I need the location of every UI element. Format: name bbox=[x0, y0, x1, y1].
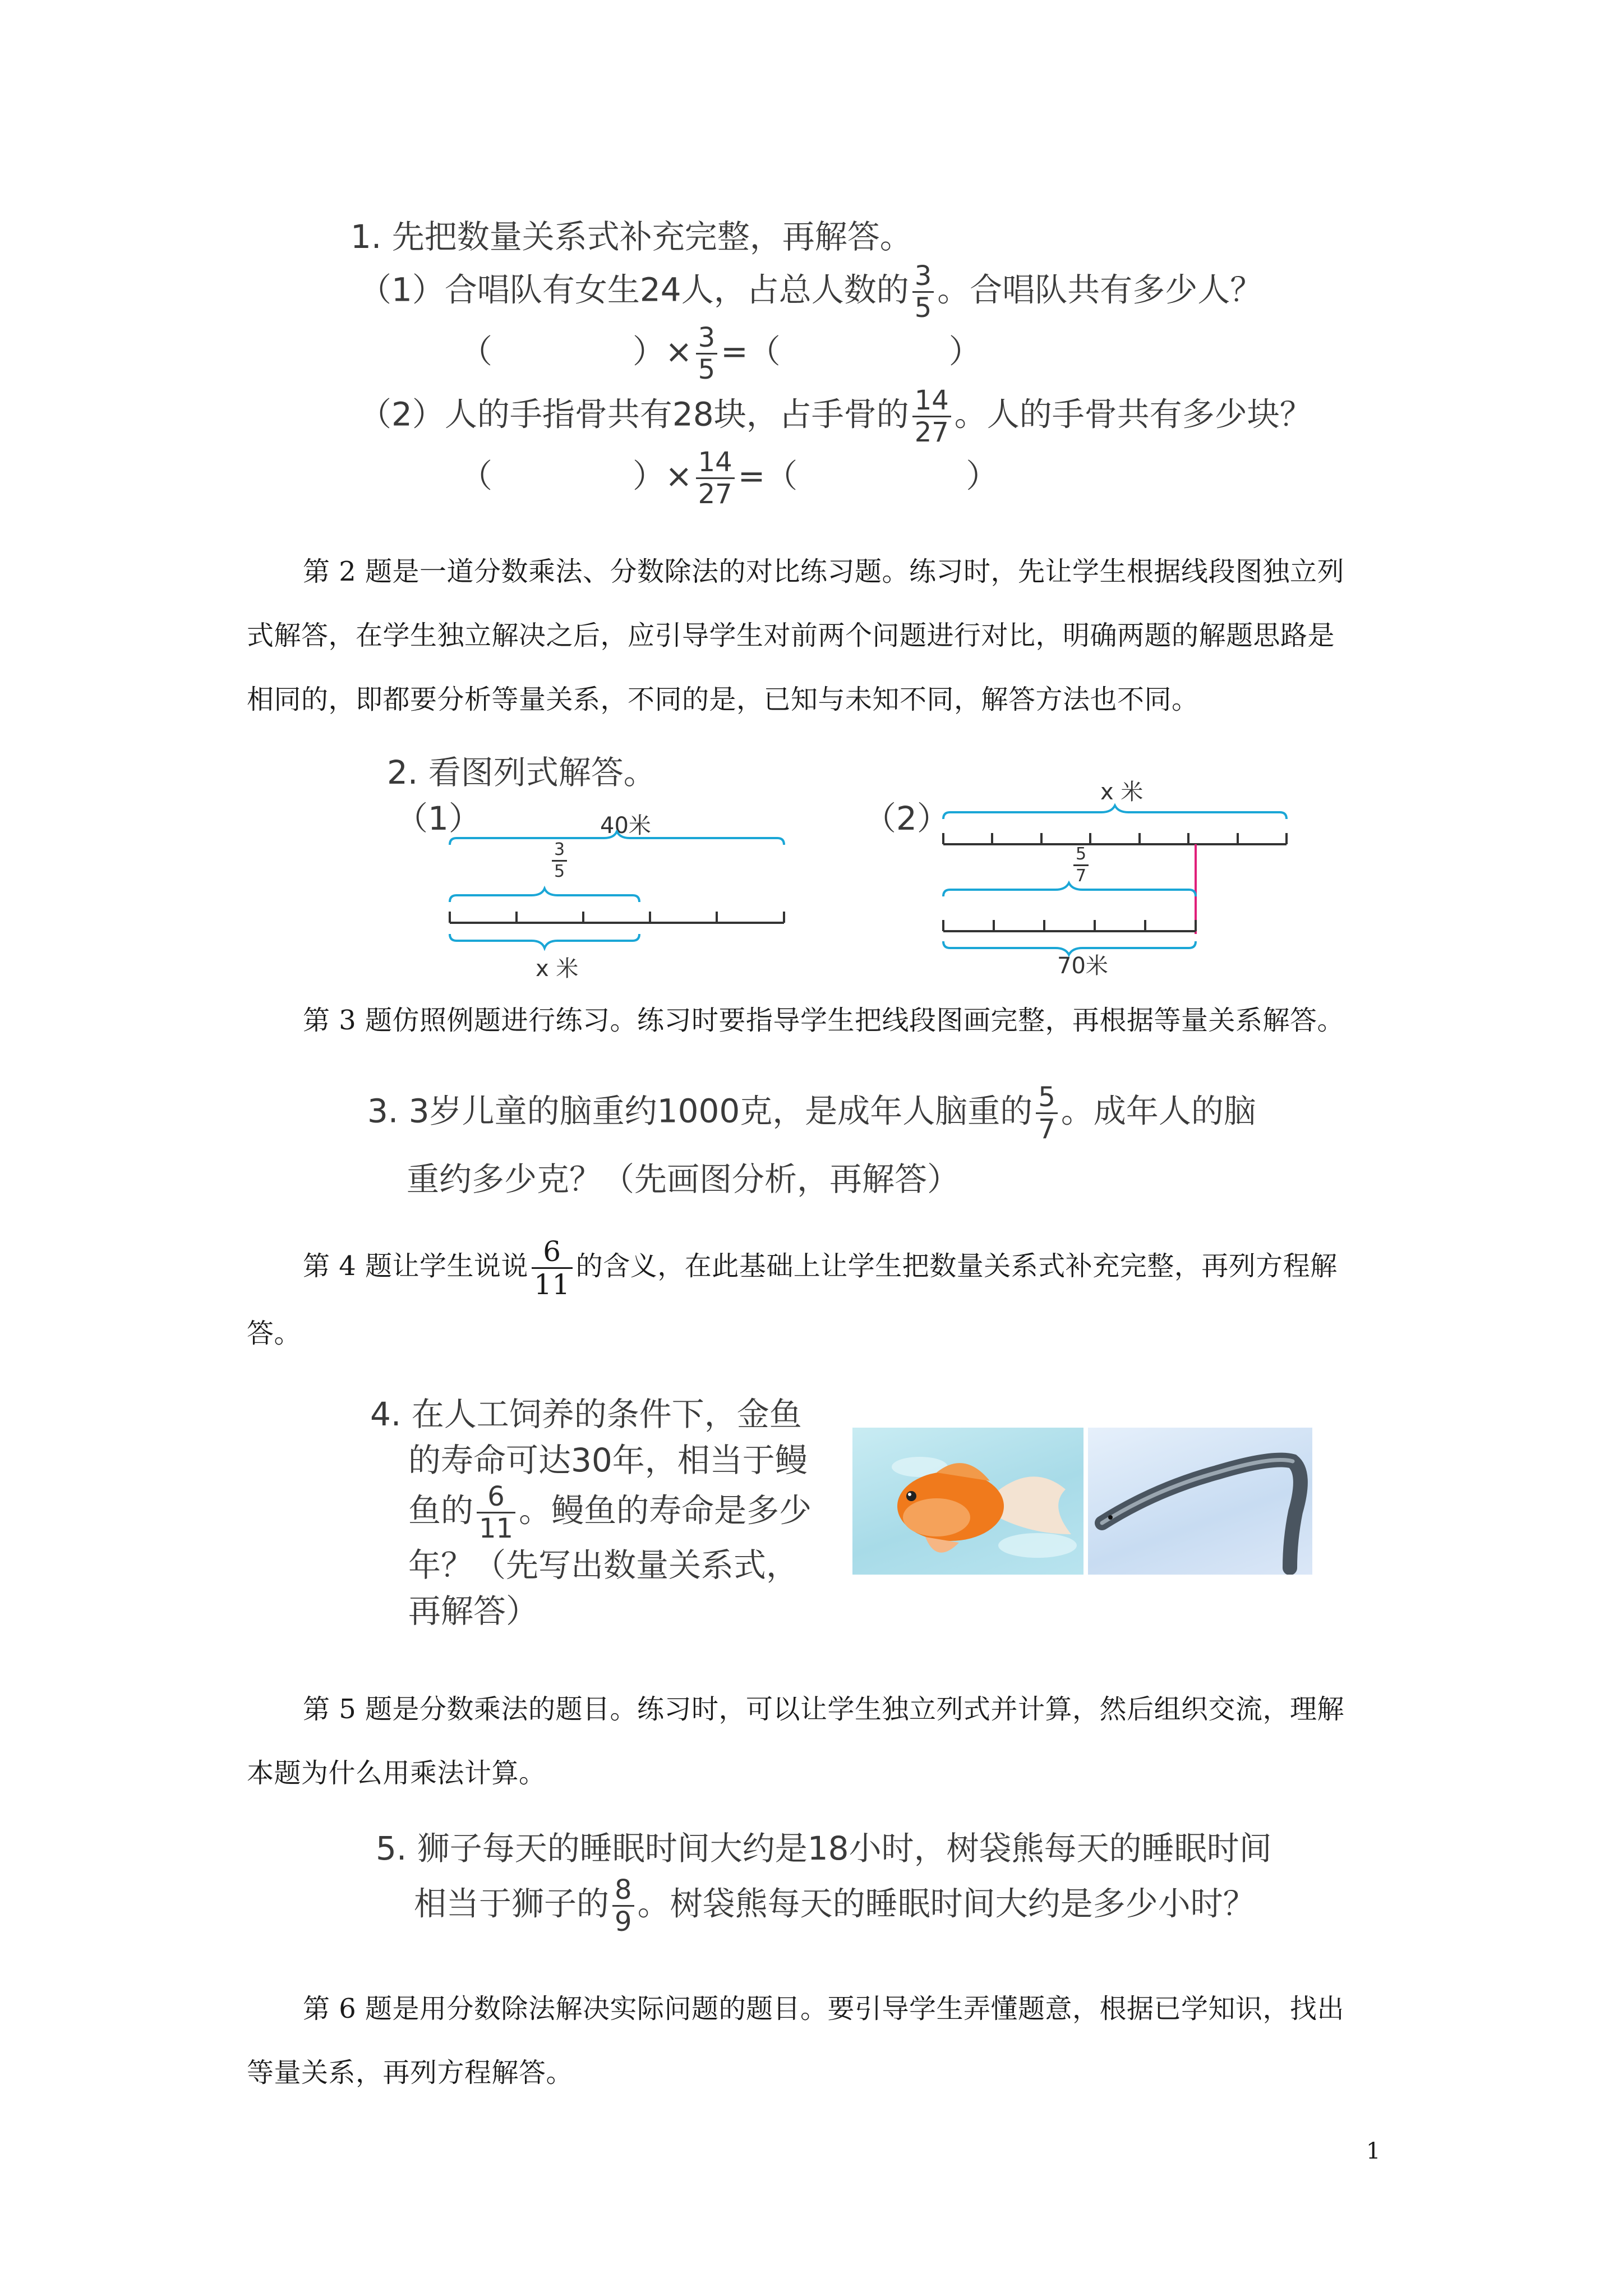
exercise-5-line-1: 5. 狮子每天的睡眠时间大约是18小时，树袋熊每天的睡眠时间 bbox=[376, 1829, 1272, 1867]
paragraph-2-line-1: 第 2 题是一道分数乘法、分数除法的对比练习题。练习时，先让学生根据线段图独立列 bbox=[303, 556, 1345, 587]
diagram-2-ticks-top bbox=[943, 833, 1287, 844]
goldfish-image bbox=[852, 1428, 1083, 1575]
fraction-6-11-q4: $\frac{6}{11}$ bbox=[477, 1483, 515, 1542]
eq2-equals: =（ bbox=[737, 457, 798, 495]
goldfish-icon bbox=[852, 1428, 1083, 1575]
eel-image bbox=[1088, 1428, 1312, 1575]
diagram-1-svg bbox=[437, 830, 819, 976]
paragraph-3: 第 3 题仿照例题进行练习。练习时要指导学生把线段图画完整，再根据等量关系解答。 bbox=[303, 1005, 1345, 1036]
diagram-2-label: （2） bbox=[864, 799, 949, 838]
part-2-text: （2）人的手指骨共有28块，占手骨的 bbox=[359, 395, 909, 434]
diagram-2-ticks-bottom bbox=[943, 920, 1196, 931]
paragraph-4-line-1: 第 4 题让学生说说 $\frac{6}{11}$ 的含义，在此基础上让学生把数量关系式补充完整，再列方程解 bbox=[303, 1235, 1338, 1301]
equation-1 bbox=[460, 324, 981, 383]
eq1-close-paren: ） bbox=[948, 332, 981, 371]
paragraph-4-line-2: 答。 bbox=[247, 1318, 302, 1349]
equation-2 bbox=[460, 449, 998, 508]
diagram-2-bottom-label: 70米 bbox=[1057, 953, 1108, 979]
paragraph-2-line-2: 式解答，在学生独立解决之后，应引导学生对前两个问题进行对比，明确两题的解题思路是 bbox=[247, 620, 1335, 651]
diagram-1-top-brace bbox=[450, 831, 784, 845]
eq2-times: ）× bbox=[633, 457, 693, 495]
diagram-2-fraction: $\frac{5}{7}$ bbox=[1070, 846, 1092, 885]
eq1-times: ）× bbox=[633, 332, 693, 371]
exercise-5-line-2: 相当于狮子的 $\frac{8}{9}$ 。树袋熊每天的睡眠时间大约是多少小时？ bbox=[414, 1874, 1256, 1938]
eq1-equals: =（ bbox=[721, 332, 781, 371]
eq2-close-paren: ） bbox=[966, 457, 999, 495]
eq2-open-paren: （ bbox=[460, 457, 493, 495]
diagram-2-svg bbox=[937, 797, 1318, 965]
fraction-6-11: $\frac{6}{11}$ bbox=[532, 1237, 573, 1299]
paragraph-2-line-3: 相同的，即都要分析等量关系，不同的是，已知与未知不同，解答方法也不同。 bbox=[247, 684, 1199, 715]
fraction-14-27: $\frac{14}{27}$ bbox=[912, 387, 951, 446]
page-number: 1 bbox=[1366, 2138, 1381, 2164]
exercise-3-line-2: 重约多少克？（先画图分析，再解答） bbox=[407, 1160, 960, 1198]
exercise-1-title: 1. 先把数量关系式补充完整，再解答。 bbox=[351, 218, 912, 256]
paragraph-5: 第 5 题是分数乘法的题目。练习时，可以让学生独立列式并计算，然后组织交流，理解 本题为什么用乘法计算。 bbox=[247, 1694, 1345, 1789]
fraction-8-9: $\frac{8}{9}$ bbox=[612, 1876, 634, 1935]
exercise-1-part-1 bbox=[359, 260, 1263, 324]
diagram-1-bottom-brace bbox=[450, 934, 639, 948]
fraction-5-7: $\frac{5}{7}$ bbox=[1036, 1084, 1058, 1143]
part-2-tail: 。人的手骨共有多少块？ bbox=[954, 395, 1312, 434]
diagram-1-fraction: $\frac{3}{5}$ bbox=[548, 841, 570, 880]
paragraph-6: 第 6 题是用分数除法解决实际问题的题目。要引导学生弄懂题意，根据已学知识，找出 等量关系，再列方程解答。 bbox=[247, 1993, 1345, 2088]
diagram-2-mid-brace bbox=[943, 883, 1196, 896]
diagram-1-label: （1） bbox=[395, 799, 481, 838]
paragraph-2 bbox=[247, 540, 1344, 731]
diagram-1-mid-brace bbox=[450, 889, 639, 902]
exercise-4-text: 4. 在人工饲养的条件下，金鱼 的寿命可达30年，相当于鳗 鱼的 $\frac{6}{11}$ 。鳗鱼的寿命是多少 年？（先写出数量关系式， 再解答） bbox=[370, 1395, 812, 1630]
exercise-2-title: 2. 看图列式解答。 bbox=[387, 753, 656, 792]
eq1-fraction: $\frac{3}{5}$ bbox=[696, 324, 718, 383]
exercise-3-line-1: 3. 3岁儿童的脑重约1000克，是成年人脑重的 $\frac{5}{7}$ 。成年人的脑 bbox=[367, 1082, 1256, 1145]
diagram-2-bottom-brace bbox=[943, 941, 1196, 955]
part-1-text: （1）合唱队有女生24人，占总人数的 bbox=[359, 270, 909, 309]
diagram-2-top-brace bbox=[943, 806, 1287, 819]
diagram-2-top-label: x 米 bbox=[1100, 779, 1144, 805]
eq1-open-paren: （ bbox=[460, 332, 493, 371]
exercise-1-part-2 bbox=[359, 387, 1312, 446]
eq2-fraction: $\frac{14}{27}$ bbox=[696, 449, 735, 508]
eel-icon bbox=[1088, 1428, 1312, 1575]
diagram-1-bottom-label: x 米 bbox=[536, 956, 579, 982]
part-1-tail: 。合唱队共有多少人？ bbox=[937, 270, 1263, 309]
fraction-3-5: $\frac{3}{5}$ bbox=[912, 263, 934, 321]
diagram-1-top-label: 40米 bbox=[600, 813, 651, 839]
diagram-1-ticks bbox=[450, 912, 784, 923]
